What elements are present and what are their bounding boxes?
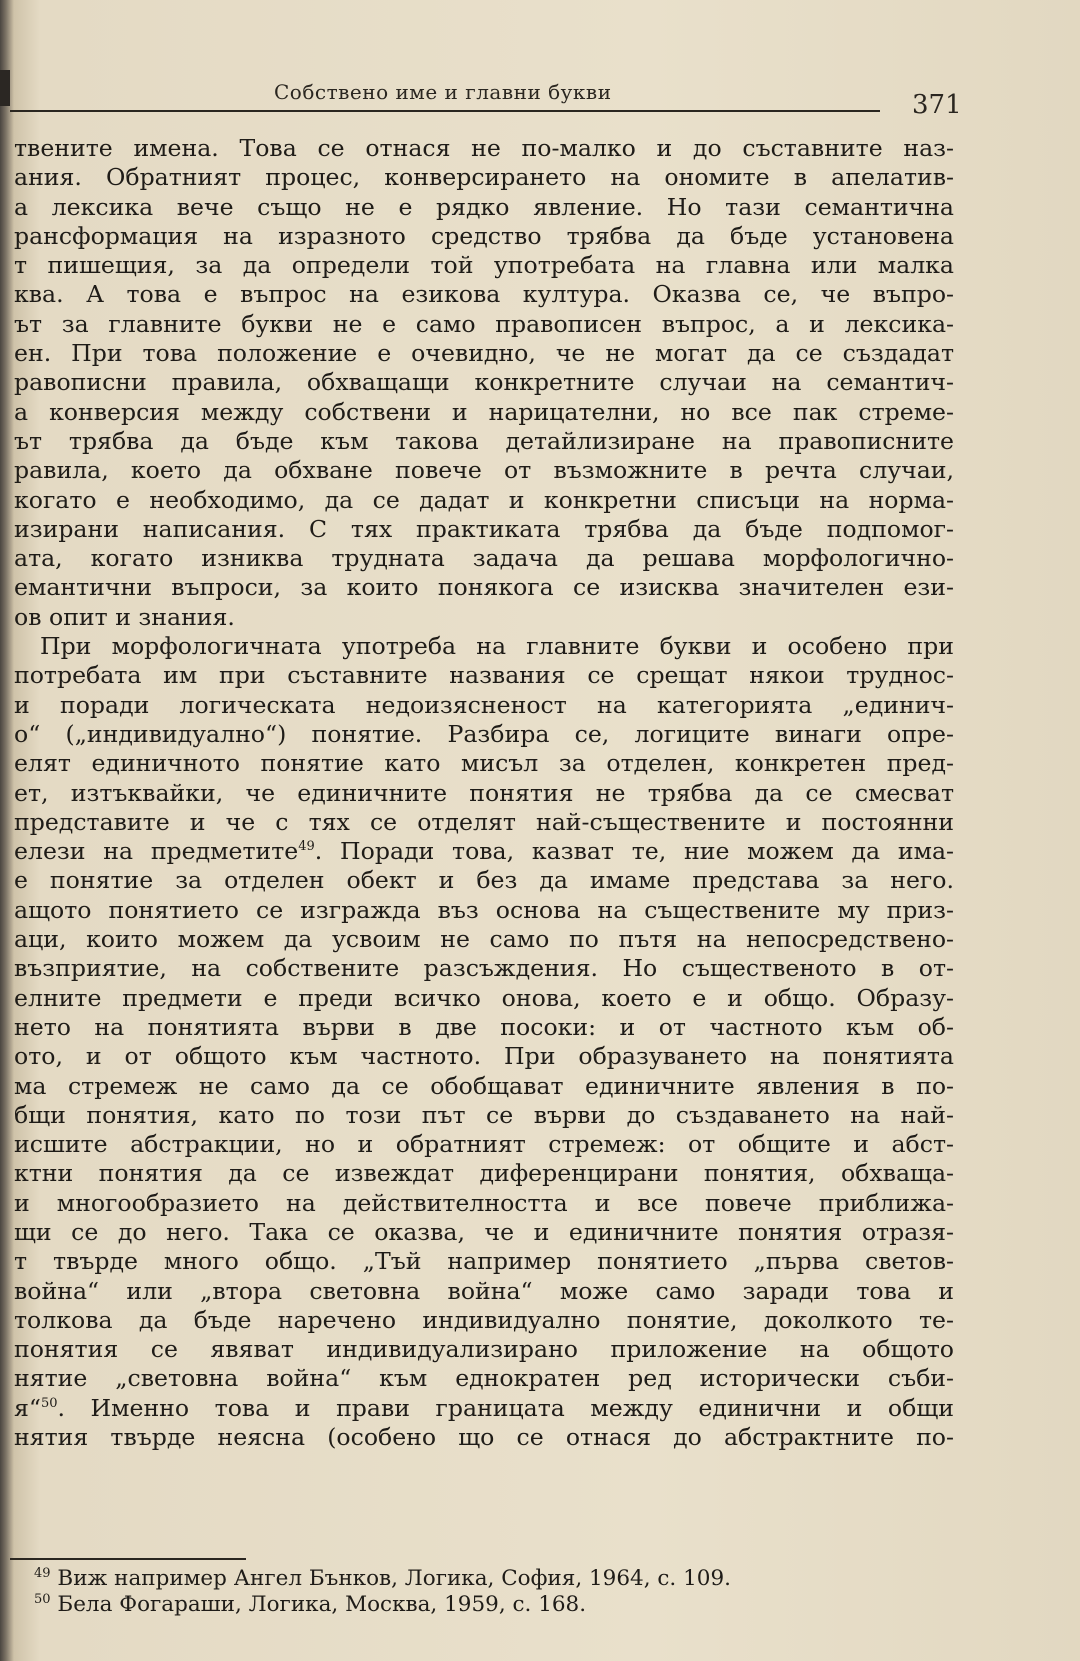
text-line: елят единичното понятие като мисъл за отделен, конкретен пред- [14,749,954,778]
text-line: о“ („индивидуално“) понятие. Разбира се, логиците винаги опре- [14,719,954,748]
text-line: война“ или „втора световна война“ може само заради това и [14,1276,954,1305]
text-line: рансформация на изразното средство трябва да бъде установена [14,221,954,250]
header-rule [10,110,880,112]
text-line: нето на понятията върви в две посоки: и от частното към об- [14,1012,954,1041]
footnote-ref-50: 50 [40,1395,58,1411]
text-line: ма стремеж не само да се обобщават единичните явления в по- [14,1071,954,1100]
line-start: я“ [14,1393,41,1422]
text-line: т пишещия, за да определи той употребата на главна или малка [14,251,954,280]
text-line: ът трябва да бъде към такова детайлизиране на правописните [14,426,954,455]
text-line: понятия се явяват индивидуализирано приложение на общото [14,1335,954,1364]
footnote-number: 50 [34,1591,51,1607]
text-line: ото, и от общото към частното. При образуването на понятията [14,1042,954,1071]
text-line: емантични въпроси, за които понякога се изисква значителен ези- [14,573,954,602]
text-line: равописни правила, обхващащи конкретните случаи на семантич- [14,368,954,397]
text-line: ания. Обратният процес, конверсирането на ономите в апелатив- [14,163,954,192]
text-line: нятие „световна война“ към еднократен ред исторически съби- [14,1364,954,1393]
footnote-49 [34,1566,874,1592]
text-line: изирани написания. С тях практиката трябва да бъде подпомог- [14,514,954,543]
text-line: ов опит и знания. [14,602,235,631]
line-end: . Поради това, казват те, ние можем да има- [314,837,954,866]
text-line: ква. А това е въпрос на езикова култура. Оказва се, че въпро- [14,280,954,309]
text-line: бщи понятия, като по този път се върви до създаването на най- [14,1100,954,1129]
footnotes [34,1566,874,1618]
text-line: а лексика вече също не е рядко явление. Но тази семантична [14,192,954,221]
text-line: представите и че с тях се отделят най-съществените и постоянни [14,807,954,836]
footnote-rule [10,1558,246,1560]
text-line: възприятие, на собствените разсъждения. Но същественото в от- [14,954,954,983]
body-text [14,134,954,1452]
text-line: а конверсия между собствени и нарицателни, но все пак стреме- [14,397,954,426]
footnote-text: Виж например Ангел Бънков, Логика, София, 1964, с. 109. [57,1566,731,1591]
text-line: равила, което да обхване повече от възможните в речта случаи, [14,456,954,485]
line-end: . Именно това и прави границата между единични и общи [57,1393,954,1422]
footnote-text: Бела Фогараши, Логика, Москва, 1959, с. 168. [57,1592,587,1617]
text-line: твените имена. Това се отнася не по-малко и до съставните наз- [14,134,954,162]
text-line: щи се до него. Така се оказва, че и единичните понятия отразя- [14,1217,954,1246]
text-line: е понятие за отделен обект и без да имаме представа за него. [14,866,954,895]
text-line: толкова да бъде наречено индивидуално понятие, доколкото те- [14,1305,954,1334]
text-line: и поради логическата недоизясненост на категорията „единич- [14,690,954,719]
text-line: елните предмети е преди всичко онова, което е и общо. Образу- [14,983,954,1012]
footnote-ref-49: 49 [298,839,315,855]
running-title: Собствено име и главни букви [274,80,612,104]
text-line-with-note [14,837,954,866]
text-line: ет, изтъквайки, че единичните понятия не трябва да се смесват [14,778,954,807]
footnote-number: 49 [34,1565,51,1581]
text-line: и многообразието на действителността и все повече приближа- [14,1188,954,1217]
text-line: ът за главните букви не е само правописен въпрос, а и лексика- [14,309,954,338]
page-number: 371 [912,90,962,120]
text-line: когато е необходимо, да се дадат и конкретни списъци на норма- [14,485,954,514]
text-line: потребата им при съставните названия се срещат някои труднос- [14,661,954,690]
text-line: нятия твърде неясна (особено що се отнася до абстрактните по- [14,1423,954,1452]
text-line: ащото понятието се изгражда въз основа на съществените му приз- [14,895,954,924]
text-line: аци, които можем да усвоим не само по пътя на непосредствено- [14,925,954,954]
page-header [0,72,1080,122]
text-line-with-note [14,1394,954,1423]
text-line: ен. При това положение е очевидно, че не могат да се създадат [14,339,954,368]
footnote-50 [34,1592,874,1618]
text-line: ата, когато изниква трудната задача да решава морфологично- [14,544,954,573]
paragraph-start-line: При морфологичната употреба на главните букви и особено при [40,632,954,661]
text-line: ктни понятия да се извеждат диференцирани понятия, обхваща- [14,1159,954,1188]
line-start: елези на предметите [14,837,299,866]
text-line: т твърде много общо. „Тъй например понятието „първа светов- [14,1247,954,1276]
text-line: исшите абстракции, но и обратният стремеж: от общите и абст- [14,1130,954,1159]
